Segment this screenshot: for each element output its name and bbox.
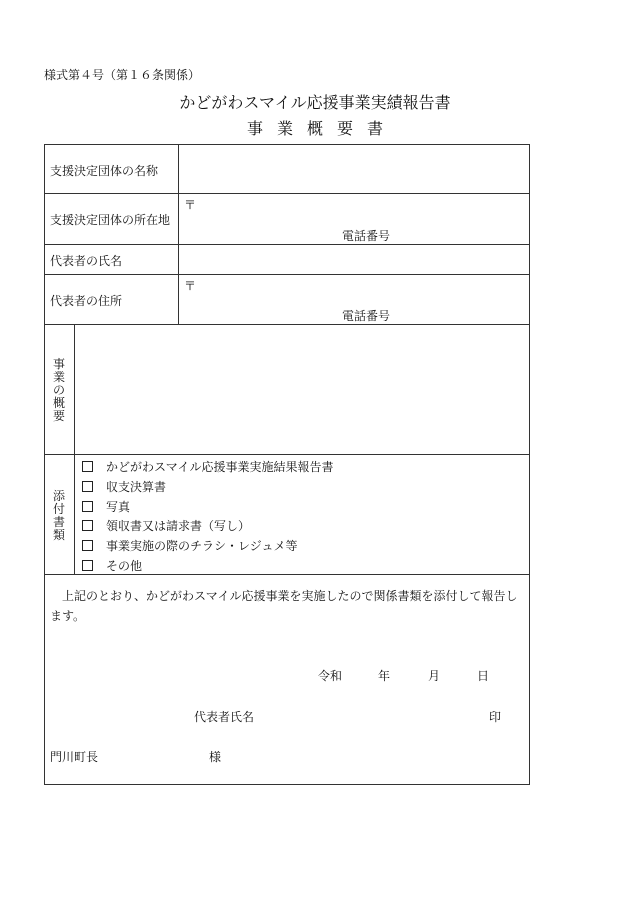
rep-name-field[interactable] (180, 246, 528, 273)
date-day: 日 (477, 669, 490, 683)
row-divider (44, 244, 530, 245)
row-divider (44, 454, 530, 455)
representative-name-field[interactable] (262, 704, 478, 724)
phone-label: 電話番号 (342, 309, 391, 323)
checkbox[interactable] (82, 481, 93, 492)
rep-address-label: 代表者の住所 (50, 294, 123, 308)
rep-address-field[interactable] (180, 276, 528, 323)
seal-mark: 印 (489, 710, 502, 724)
attachments-label: 添 付 書 類 (52, 489, 65, 542)
date-year: 年 (378, 669, 391, 683)
org-address-label: 支援決定団体の所在地 (50, 213, 171, 227)
declaration-text: 上記のとおり、かどがわスマイル応援事業を実施したので関係書類を添付して報告します。 (50, 589, 518, 623)
representative-label: 代表者氏名 (194, 710, 255, 724)
checkbox[interactable] (82, 540, 93, 551)
date-month: 月 (428, 669, 441, 683)
document-subtitle: 事業概要書 (246, 119, 397, 138)
phone-label: 電話番号 (342, 229, 391, 243)
document-title: かどがわスマイル応援事業実績報告書 (179, 93, 451, 112)
checkbox[interactable] (82, 560, 93, 571)
postal-mark: 〒 (184, 198, 197, 212)
attachment-item[interactable]: 写真 (82, 498, 130, 515)
rep-name-label: 代表者の氏名 (50, 254, 123, 268)
org-name-label: 支援決定団体の名称 (50, 164, 159, 178)
checkbox[interactable] (82, 520, 93, 531)
org-name-field[interactable] (180, 146, 528, 192)
date-era: 令和 (318, 669, 343, 683)
row-divider (44, 274, 530, 275)
row-divider (44, 193, 530, 194)
org-address-field[interactable] (180, 195, 528, 243)
project-summary-label: 事 業 の 概 要 (52, 357, 65, 423)
row-divider (44, 324, 530, 325)
row-divider (44, 574, 530, 575)
honorific: 様 (209, 750, 222, 764)
checkbox[interactable] (82, 461, 93, 472)
column-divider (74, 324, 75, 574)
attachment-item[interactable]: 領収書又は請求書（写し） (82, 517, 250, 534)
postal-mark: 〒 (184, 279, 197, 293)
checkbox[interactable] (82, 501, 93, 512)
project-summary-field[interactable] (76, 326, 528, 453)
attachment-item[interactable]: 事業実施の際のチラシ・レジュメ等 (82, 537, 297, 554)
addressee: 門川町長 (50, 750, 99, 764)
attachment-item[interactable]: 収支決算書 (82, 478, 166, 495)
attachment-item[interactable]: その他 (82, 557, 142, 574)
form-number: 様式第４号（第１６条関係） (44, 68, 201, 82)
attachment-item[interactable]: かどがわスマイル応援事業実施結果報告書 (82, 458, 334, 475)
column-divider (178, 144, 179, 324)
